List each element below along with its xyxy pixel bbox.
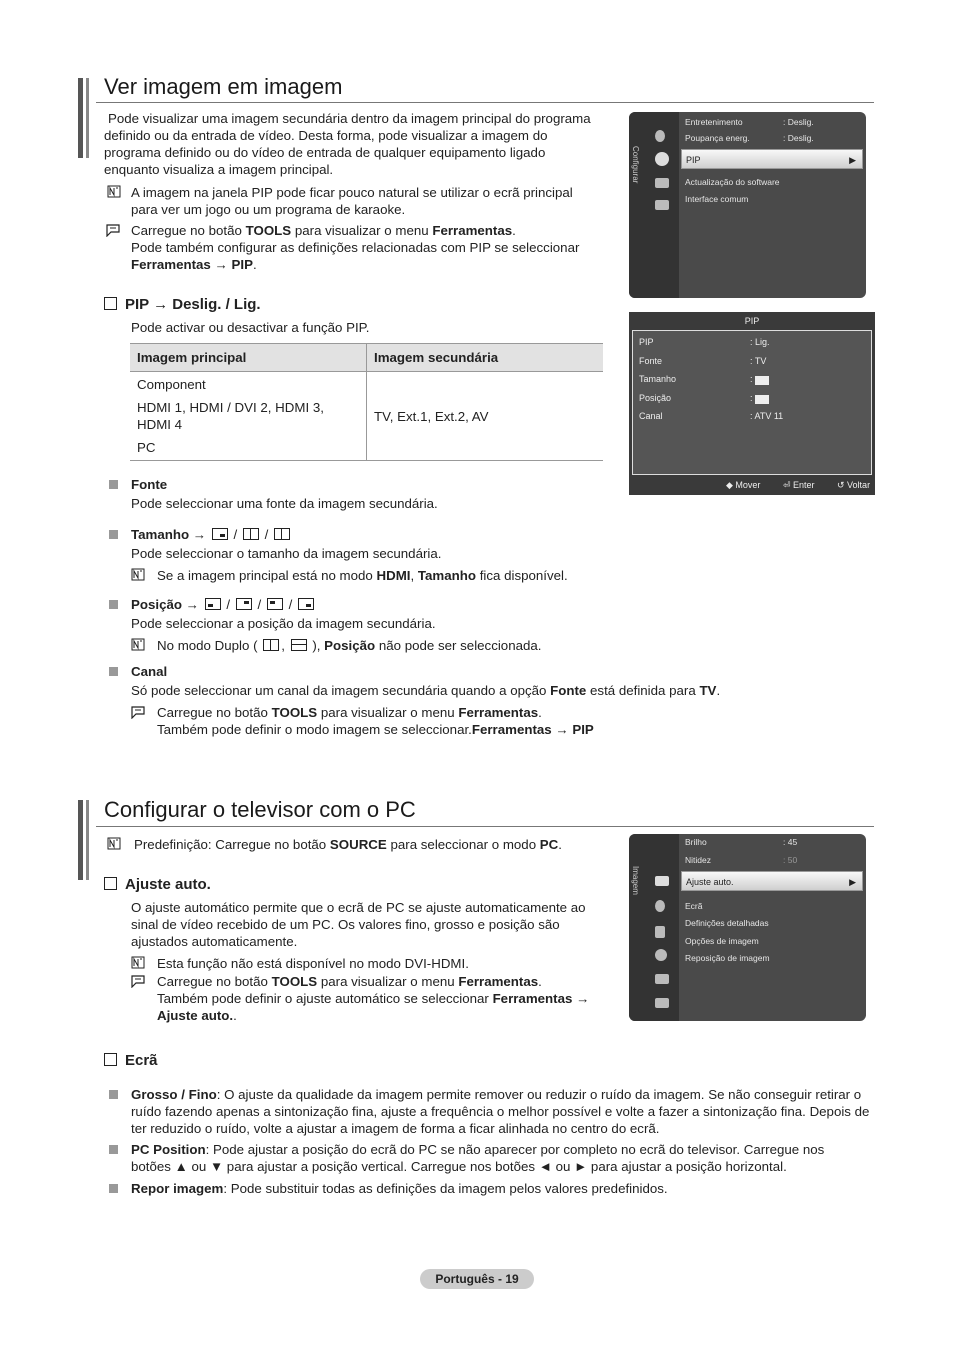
ajuste-auto-heading: Ajuste auto.: [104, 876, 211, 893]
osd-row-value: : ATV 11: [750, 411, 784, 421]
table-header: Imagem principal: [130, 344, 367, 372]
nav-enter: ⏎ Enter: [783, 480, 815, 490]
title-rule: [96, 826, 874, 827]
picture-icon: [655, 876, 669, 886]
size-icon: [755, 376, 769, 385]
intro-text: Pode visualizar uma imagem secundária dentro da imagem principal do programa definido ou da entrada de vídeo. Desta forma, pode visualizar a imagem do programa definido ou do vídeo de entrada de qualquer equipamento ligado enquanto visualiza a imagem principal.: [104, 111, 591, 177]
position-icon: [755, 395, 769, 404]
pos-top-left-icon: [267, 598, 283, 610]
menu-item[interactable]: Entretenimento: [685, 117, 743, 127]
osd-row-label[interactable]: Tamanho: [639, 374, 677, 384]
menu-value: : 45: [783, 837, 798, 847]
osd-row-value: :: [750, 374, 753, 384]
section-marker: [78, 78, 83, 158]
pip-small-icon: [212, 528, 228, 540]
ajuste-auto-note: Esta função não está disponível no modo DVI-HDMI.: [157, 956, 469, 971]
pip-double-icon: [274, 528, 290, 540]
grosso-fino-text: Grosso / Fino: O ajuste da qualidade da imagem permite remover ou reduzir o ruído da imagem. Se não conseguir retirar o ruído fazendo apenas a sintonização fina, ajuste a frequência o melhor possível e volte a fazer a sintonização fina. Depois de ter reduzido o ruído, volte a ajustar a imagem de forma a ficar alinhada no centro do ecrã.: [131, 1087, 870, 1136]
bullet: [109, 1090, 118, 1099]
canal-title: Canal: [131, 664, 168, 679]
pip-wide-icon: [243, 528, 259, 540]
channel-icon: [655, 926, 665, 938]
section-marker: [86, 800, 89, 880]
section-marker: [78, 800, 83, 880]
menu-item[interactable]: Reposição de imagem: [685, 953, 770, 963]
pc-mode-note: Predefinição: Carregue no botão SOURCE para seleccionar o modo PC.: [134, 837, 562, 852]
pc-position-text: PC Position: Pode ajustar a posição do ecrã do PC se não aparecer por completo no ecrã do televisor. Carregue nos botões ▲ ou ▼ para ajustar a posição vertical. Carregue nos botões ◄ ou ► para ajustar a posição horizontal.: [131, 1142, 825, 1174]
nav-move: ◆ Mover: [726, 480, 761, 490]
osd-row-value: :: [750, 393, 753, 403]
ajuste-auto-tools: Carregue no botão TOOLS para visualizar o menu Ferramentas. Também pode definir o ajuste automático se seleccionar Ferramentas → Ajuste auto..: [157, 974, 590, 1023]
entertainment-icon: [655, 130, 665, 142]
table-cell: Component HDMI 1, HDMI / DVI 2, HDMI 3, HDMI 4 PC: [130, 372, 367, 461]
bullet: [109, 480, 118, 489]
note-icon: [107, 185, 121, 198]
bullet: [109, 1184, 118, 1193]
settings-icon: [655, 949, 667, 961]
bullet: [109, 600, 118, 609]
input-icon: [655, 178, 669, 188]
bullet: [109, 667, 118, 676]
menu-item[interactable]: Actualização do software: [685, 177, 780, 187]
page-number: Português - 19: [420, 1269, 534, 1289]
tv-menu-imagem: [629, 834, 866, 1021]
tamanho-note: Se a imagem principal está no modo HDMI, Tamanho fica disponível.: [157, 568, 568, 583]
bullet: [109, 1145, 118, 1154]
menu-value: : 50: [783, 855, 798, 865]
tv-menu-configurar: [629, 112, 866, 298]
menu-side-label: Imagem: [631, 866, 640, 895]
osd-row-label[interactable]: Posição: [639, 393, 672, 403]
pip-double-icon: [263, 639, 279, 651]
menu-item[interactable]: Nitidez: [685, 855, 711, 865]
note-text: A imagem na janela PIP pode ficar pouco natural se utilizar o ecrã principal para ver um jogo ou um programa de karaoke.: [131, 185, 573, 217]
support-icon: [655, 200, 669, 210]
menu-side-label: Configurar: [631, 146, 640, 184]
osd-row-label[interactable]: PIP: [639, 337, 654, 347]
note-icon: [131, 638, 145, 651]
note-icon: [131, 568, 145, 581]
tools-icon: [130, 974, 146, 988]
osd-row-value: : Lig.: [750, 337, 770, 347]
pos-bottom-left-icon: [205, 598, 221, 610]
tamanho-desc: Pode seleccionar o tamanho da imagem secundária.: [131, 546, 442, 561]
menu-item[interactable]: Interface comum: [685, 194, 749, 204]
bullet: [109, 530, 118, 539]
tools-icon: [130, 705, 146, 719]
section-title: Configurar o televisor com o PC: [104, 797, 416, 822]
repor-imagem-text: Repor imagem: Pode substituir todas as definições da imagem pelos valores predefinidos.: [131, 1181, 668, 1196]
input-icon: [655, 974, 669, 984]
osd-row-label[interactable]: Canal: [639, 411, 663, 421]
pip-table: [130, 343, 603, 461]
pos-top-right-icon: [236, 598, 252, 610]
pip-heading: PIP → Deslig. / Lig.: [104, 296, 261, 313]
osd-row-value: : TV: [750, 356, 767, 366]
menu-item[interactable]: Poupança energ.: [685, 133, 750, 143]
menu-item[interactable]: Brilho: [685, 837, 707, 847]
menu-selected-item[interactable]: PIP ▶: [681, 149, 863, 169]
fonte-title: Fonte: [131, 477, 168, 492]
posicao-desc: Pode seleccionar a posição da imagem secundária.: [131, 616, 436, 631]
section-title: Ver imagem em imagem: [104, 74, 343, 99]
pip-osd-title: PIP: [744, 316, 760, 326]
table-cell: TV, Ext.1, Ext.2, AV: [367, 372, 604, 461]
menu-item[interactable]: Opções de imagem: [685, 936, 759, 946]
canal-tools: Carregue no botão TOOLS para visualizar o menu Ferramentas. Também pode definir o modo imagem se seleccionar.Ferramentas → PIP: [157, 705, 594, 737]
pos-bottom-right-icon: [298, 598, 314, 610]
posicao-title: Posição → / / /: [131, 596, 316, 613]
title-rule: [96, 102, 874, 103]
nav-back: ↺ Voltar: [837, 480, 871, 490]
tools-icon: [105, 223, 121, 237]
posicao-note: No modo Duplo ( , ), Posição não pode ser seleccionada.: [157, 638, 542, 653]
sound-icon: [655, 900, 665, 912]
tamanho-title: Tamanho → / /: [131, 526, 292, 543]
fonte-desc: Pode seleccionar uma fonte da imagem secundária.: [131, 496, 438, 511]
tools-line: Carregue no botão TOOLS para visualizar o menu Ferramentas. Pode também configurar as definições relacionadas com PIP se seleccionar Ferramentas → PIP.: [131, 223, 580, 272]
pip-desc: Pode activar ou desactivar a função PIP.: [131, 320, 370, 335]
note-icon: [131, 956, 145, 969]
section-marker: [86, 78, 89, 158]
menu-value: : Deslig.: [783, 117, 814, 127]
canal-desc: Só pode seleccionar um canal da imagem secundária quando a opção Fonte está definida para TV.: [131, 683, 721, 698]
support-icon: [655, 998, 669, 1008]
pip-osd: [629, 312, 875, 495]
ecra-heading: Ecrã: [104, 1052, 158, 1069]
osd-row-label[interactable]: Fonte: [639, 356, 663, 366]
pip-wide-icon: [291, 639, 307, 651]
menu-item[interactable]: Definições detalhadas: [685, 918, 769, 928]
ajuste-auto-desc: O ajuste automático permite que o ecrã de PC se ajuste automaticamente ao sinal de vídeo recebido de um PC. Os valores fino, grosso e posição são ajustados automaticamente.: [131, 900, 586, 949]
menu-selected-item[interactable]: Ajuste auto. ▶: [681, 871, 863, 891]
menu-value: : Deslig.: [783, 133, 814, 143]
menu-item[interactable]: Ecrã: [685, 901, 703, 911]
table-header: Imagem secundária: [367, 344, 604, 372]
note-icon: [107, 837, 121, 850]
settings-icon: [655, 152, 669, 166]
